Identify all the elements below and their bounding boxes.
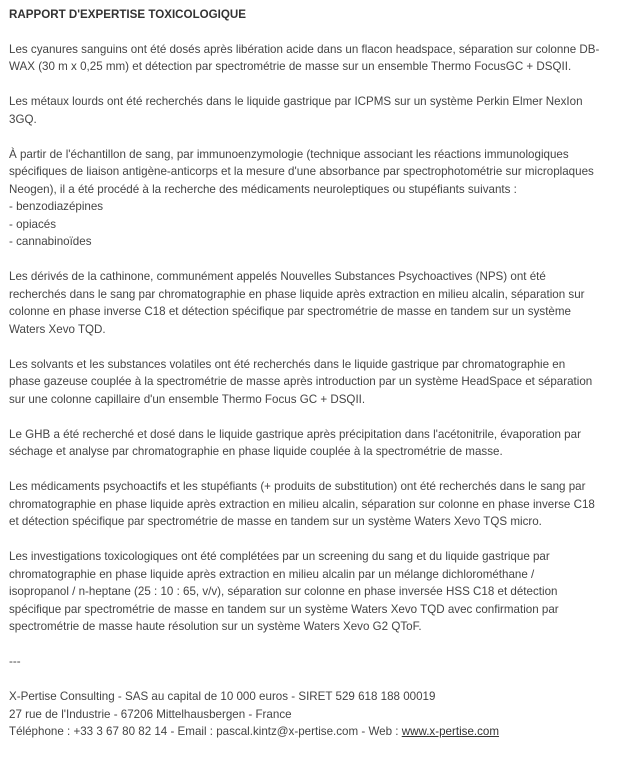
paragraph-line: spectrométrie de masse haute résolution sur un système Waters Xevo G2 QToF. bbox=[9, 620, 422, 633]
paragraph-line: Waters Xevo TQD. bbox=[9, 322, 106, 336]
paragraph-line: séchage et analyse par chromatographie en phase liquide couplée à la spectrométrie de masse. bbox=[9, 445, 503, 458]
website-link[interactable]: www.x-pertise.com bbox=[401, 725, 500, 738]
report-title: RAPPORT D'EXPERTISE TOXICOLOGIQUE bbox=[9, 8, 247, 21]
footer-address: 27 rue de l'Industrie - 67206 Mittelhausbergen - France bbox=[9, 707, 292, 721]
paragraph-line: colonne en phase inverse C18 et détection spécifique par spectrométrie de masse en tandem sur un système bbox=[9, 305, 571, 318]
paragraph-medicaments bbox=[9, 478, 611, 531]
paragraph-immunoenzymologie bbox=[9, 146, 611, 251]
paragraph-line: Les médicaments psychoactifs et les stupéfiants (+ produits de substitution) ont été recherchés dans le sang par bbox=[9, 480, 586, 493]
paragraph-line: recherchés dans le sang par chromatographie en phase liquide après extraction en milieu alcalin, séparation sur bbox=[9, 287, 585, 301]
paragraph-line: Les solvants et les substances volatiles ont été recherchés dans le liquide gastrique par chromatographie en bbox=[9, 357, 566, 371]
paragraph-cathinone bbox=[9, 268, 611, 338]
paragraph-line: et détection spécifique par spectrométrie de masse en tandem sur un système Waters Xevo TQS micro. bbox=[9, 515, 542, 528]
separator: --- bbox=[9, 655, 21, 668]
paragraph-screening bbox=[9, 548, 611, 636]
paragraph-line: À partir de l'échantillon de sang, par immunoenzymologie (technique associant les réactions immunologiques bbox=[9, 147, 569, 161]
paragraph-line: Le GHB a été recherché et dosé dans le liquide gastrique après précipitation dans l'acétonitrile, évaporation par bbox=[9, 427, 581, 441]
list-item: - benzodiazépines bbox=[9, 200, 104, 213]
paragraph-line: Les investigations toxicologiques ont été complétées par un screening du sang et du liquide gastrique par bbox=[9, 550, 550, 563]
paragraph-line: spécifiques de liaison antigène-anticorps et la mesure d'une absorbance par spectrophotométrie sur microplaques bbox=[9, 165, 594, 178]
paragraph-line: Les dérivés de la cathinone, communément appelés Nouvelles Substances Psychoactives (NPS) ont été bbox=[9, 270, 546, 283]
footer-contact-text: Téléphone : +33 3 67 80 82 14 - Email : pascal.kintz@x-pertise.com - Web : bbox=[9, 725, 402, 738]
paragraph-line: 3GQ. bbox=[9, 112, 37, 126]
paragraph-line: Les cyanures sanguins ont été dosés après libération acide dans un flacon headspace, séparation sur colonne DB- bbox=[9, 42, 600, 56]
footer-contact bbox=[9, 723, 611, 741]
paragraph-ghb bbox=[9, 426, 611, 461]
footer-company: X-Pertise Consulting - SAS au capital de 10 000 euros - SIRET 529 618 188 00019 bbox=[9, 690, 436, 703]
paragraph-line: Les métaux lourds ont été recherchés dans le liquide gastrique par ICPMS sur un système Perkin Elmer NexIon bbox=[9, 95, 583, 108]
paragraph-line: sur une colonne capillaire d'un ensemble Thermo Focus GC + DSQII. bbox=[9, 392, 366, 406]
paragraph-cyanures bbox=[9, 41, 611, 76]
paragraph-line: chromatographie en phase liquide après extraction en milieu alcalin par un mélange dichlorométhane / bbox=[9, 567, 535, 581]
footer bbox=[9, 688, 611, 741]
paragraph-line: Neogen), il a été procédé à la recherche des médicaments neuroleptiques ou stupéfiants suivants : bbox=[9, 182, 517, 196]
paragraph-line: chromatographie en phase liquide après extraction en milieu alcalin, séparation sur colonne en phase inverse C18 bbox=[9, 497, 595, 511]
paragraph-metaux-lourds bbox=[9, 93, 611, 128]
list-item: - opiacés bbox=[9, 217, 57, 231]
paragraph-line: spécifique par spectrométrie de masse en tandem sur un système Waters Xevo TQD avec confirmation par bbox=[9, 602, 559, 616]
paragraph-solvants bbox=[9, 356, 611, 409]
paragraph-line: phase gazeuse couplée à la spectrométrie de masse après introduction par un système HeadSpace et séparation bbox=[9, 375, 593, 388]
list-item: - cannabinoïdes bbox=[9, 235, 92, 248]
paragraph-line: isopropanol / n-heptane (25 : 10 : 65, v/v), séparation sur colonne en phase inversée HSS C18 et détection bbox=[9, 585, 558, 598]
paragraph-line: WAX (30 m x 0,25 mm) et détection par spectrométrie de masse sur un ensemble Thermo FocusGC + DSQII. bbox=[9, 60, 572, 73]
